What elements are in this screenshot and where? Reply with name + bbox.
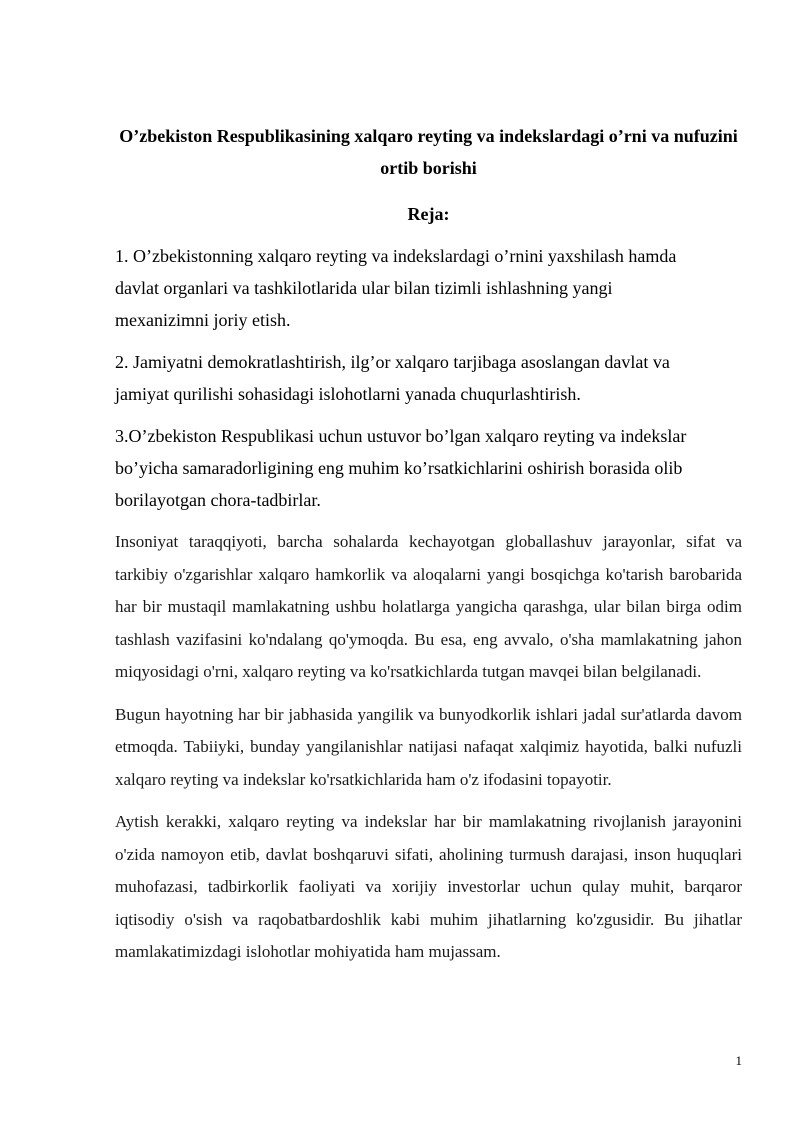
body-paragraph-1: Insoniyat taraqqiyoti, barcha sohalarda kechayotgan globallashuv jarayonlar, sifat va tarkibiy o'zgarishlar xalqaro hamkorlik va aloqalarni yangi bosqichga ko'tarish barobarida har bir mustaqil mamlakatning ushbu holatlarga yangicha qarashga, ular bilan birga odim tashlash vazifasini ko'ndalang qo'ymoqda. Bu esa, eng avvalo, o'sha mamlakatning jahon miqyosidagi o'rni, xalqaro reyting va ko'rsatkichlarda tutgan mavqei bilan belgilanadi. [115,532,742,681]
plan-heading: Reja: [407,204,450,224]
document-title: O’zbekiston Respublikasining xalqaro reyting va indekslardagi o’rni va nufuzini ortib borishi [119,126,738,178]
page-number: 1 [735,1053,742,1068]
plan-item-2: 2. Jamiyatni demokratlashtirish, ilg’or xalqaro tarjibaga asoslangan davlat va jamiyat qurilishi sohasidagi islohotlarni yanada chuqurlashtirish. [115,352,670,404]
plan-item-3: 3.O’zbekiston Respublikasi uchun ustuvor bo’lgan xalqaro reyting va indekslar bo’yicha samaradorligining eng muhim ko’rsatkichlarini oshirish borasida olib borilayotgan chora-tadbirlar. [115,426,687,510]
body-paragraph-3: Aytish kerakki, xalqaro reyting va indekslar har bir mamlakatning rivojlanish jarayonini o'zida namoyon etib, davlat boshqaruvi sifati, aholining turmush darajasi, inson huquqlari muhofazasi, tadbirkorlik faoliyati va xorijiy investorlar uchun qulay muhit, barqaror iqtisodiy o'sish va raqobatbardoshlik kabi muhim jihatlarning ko'zgusidir. Bu jihatlar mamlakatimizdagi islohotlar mohiyatida ham mujassam. [115,812,742,961]
document-page [115,120,742,969]
plan-item-1: 1. O’zbekistonning xalqaro reyting va indekslardagi o’rnini yaxshilash hamda davlat organlari va tashkilotlarida ular bilan tizimli ishlashning yangi mexanizimni joriy etish. [115,246,677,330]
body-paragraph-2: Bugun hayotning har bir jabhasida yangilik va bunyodkorlik ishlari jadal sur'atlarda davom etmoqda. Tabiiyki, bunday yangilanishlar natijasi nafaqat xalqimiz hayotida, balki nufuzli xalqaro reyting va indekslar ko'rsatkichlarida ham o'z ifodasini topayotir. [115,704,742,789]
